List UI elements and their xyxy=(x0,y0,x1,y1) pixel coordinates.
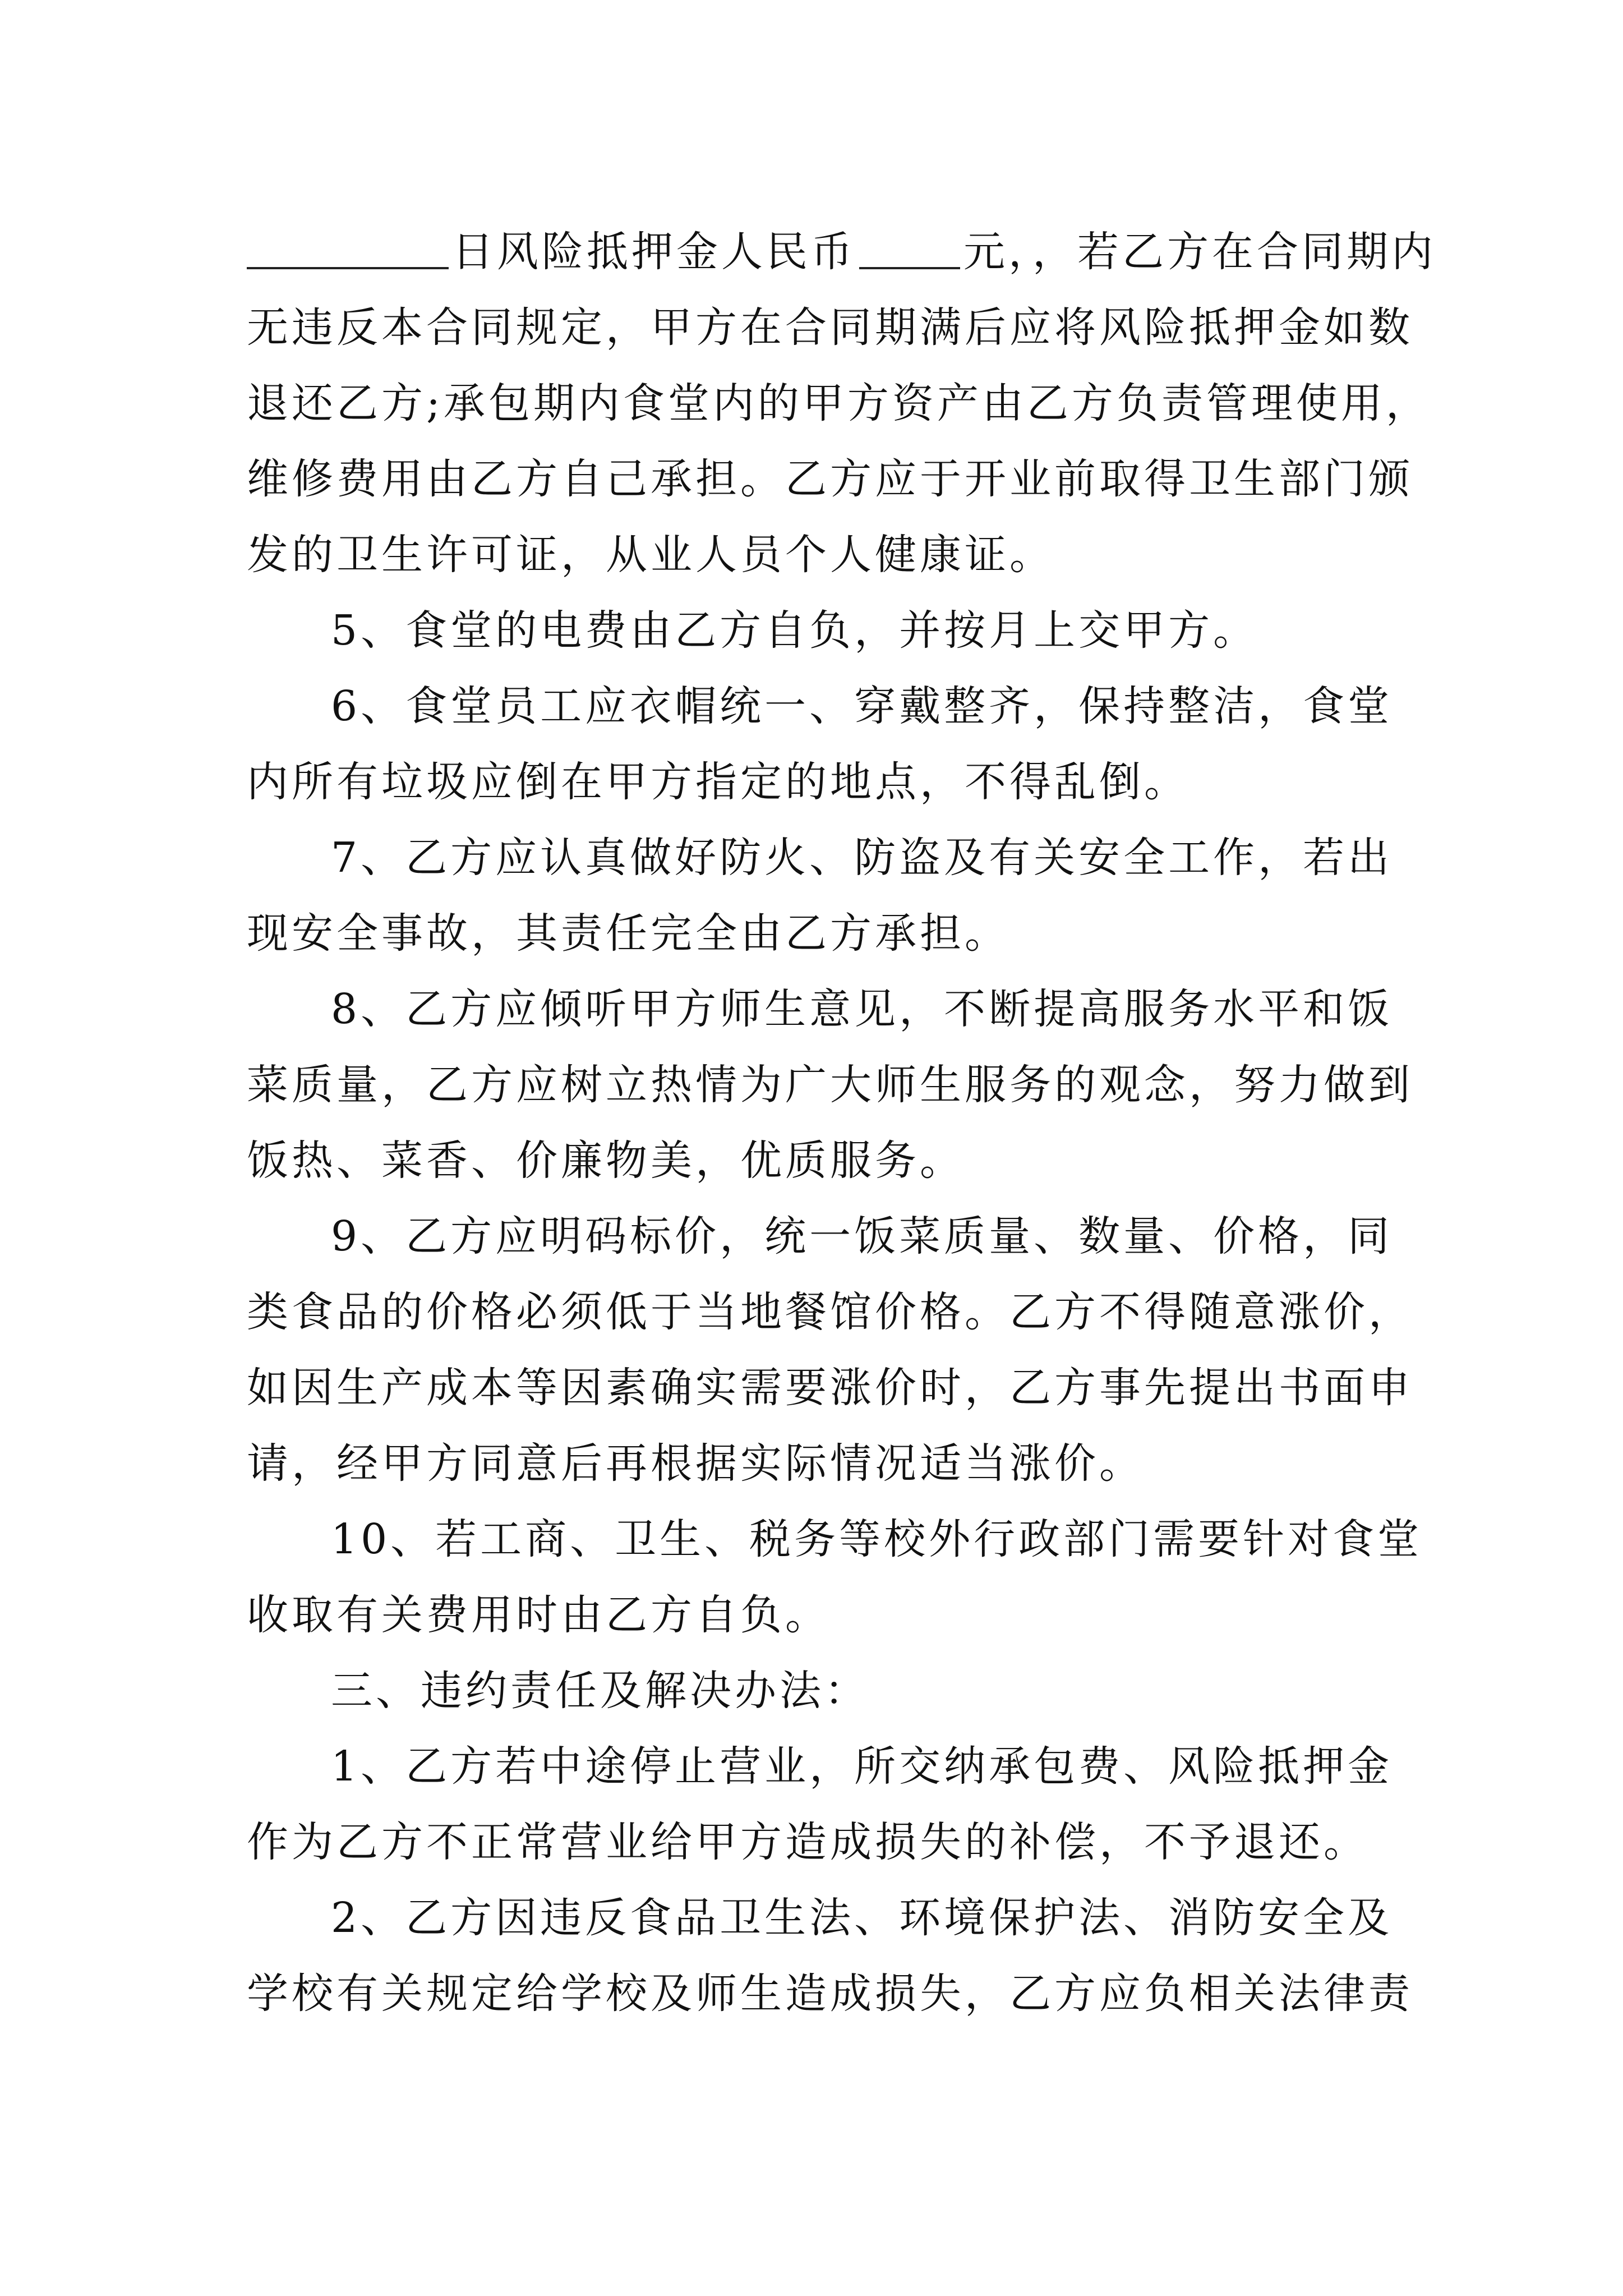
clause-item-3-2 xyxy=(247,1880,1413,2032)
clause-item-9 xyxy=(247,1199,1413,1502)
text-line: 类食品的价格必须低于当地餐馆价格。乙方不得随意涨价， xyxy=(247,1288,1413,1336)
text-line: 收取有关费用时由乙方自负。 xyxy=(247,1591,830,1639)
text-line: 作为乙方不正常营业给甲方造成损失的补偿，不予退还。 xyxy=(247,1818,1368,1866)
text-line: 5、食堂的电费由乙方自负，并按月上交甲方。 xyxy=(331,606,1258,655)
text-line: 10、若工商、卫生、税务等校外行政部门需要针对食堂 xyxy=(331,1515,1423,1563)
text-line: 退还乙方;承包期内食堂内的甲方资产由乙方负责管理使用， xyxy=(247,379,1431,427)
paragraph-deposit xyxy=(247,214,1436,593)
text-line xyxy=(247,214,1436,290)
clause-item-8 xyxy=(247,972,1413,1199)
text-line: 无违反本合同规定，甲方在合同期满后应将风险抵押金如数 xyxy=(247,303,1413,352)
text-line: 饭热、菜香、价廉物美，优质服务。 xyxy=(247,1137,965,1185)
clause-item-6 xyxy=(247,669,1391,820)
text-line: 菜质量，乙方应树立热情为广大师生服务的观念，努力做到 xyxy=(247,1061,1413,1109)
text-line: 现安全事故，其责任完全由乙方承担。 xyxy=(247,909,1009,958)
text-line: 学校有关规定给学校及师生造成损失，乙方应负相关法律责 xyxy=(247,1970,1413,2018)
fill-in-blank xyxy=(859,228,960,269)
clause-item-5 xyxy=(247,593,1391,669)
text-line: 维修费用由乙方自己承担。乙方应于开业前取得卫生部门颁 xyxy=(247,455,1413,503)
text-line: 1、乙方若中途停止营业，所交纳承包费、风险抵押金 xyxy=(331,1742,1393,1791)
text-line: 7、乙方应认真做好防火、防盗及有关安全工作，若出 xyxy=(331,834,1393,882)
text-segment: 元，，若乙方在合同期内 xyxy=(963,228,1436,276)
text-line: 2、乙方因违反食品卫生法、环境保护法、消防安全及 xyxy=(331,1894,1393,1942)
text-segment: 日风险抵押金人民币 xyxy=(452,228,856,276)
fill-in-blank xyxy=(247,228,449,269)
text-line: 如因生产成本等因素确实需要涨价时，乙方事先提出书面申 xyxy=(247,1364,1413,1412)
clause-item-10 xyxy=(247,1502,1423,1653)
text-line: 请，经甲方同意后再根据实际情况适当涨价。 xyxy=(247,1439,1144,1488)
text-line: 发的卫生许可证，从业人员个人健康证。 xyxy=(247,531,1054,579)
section-heading-breach-liability xyxy=(247,1653,1391,1729)
document-body xyxy=(247,214,1436,2032)
text-line: 8、乙方应倾听甲方师生意见，不断提高服务水平和饭 xyxy=(331,985,1393,1033)
clause-item-7 xyxy=(247,820,1391,972)
section-heading: 三、违约责任及解决办法： xyxy=(331,1667,869,1715)
clause-item-3-1 xyxy=(247,1729,1391,1880)
text-line: 6、食堂员工应衣帽统一、穿戴整齐，保持整洁，食堂 xyxy=(331,682,1393,730)
text-line: 内所有垃圾应倒在甲方指定的地点，不得乱倒。 xyxy=(247,758,1189,806)
text-line: 9、乙方应明码标价，统一饭菜质量、数量、价格，同 xyxy=(331,1212,1393,1260)
